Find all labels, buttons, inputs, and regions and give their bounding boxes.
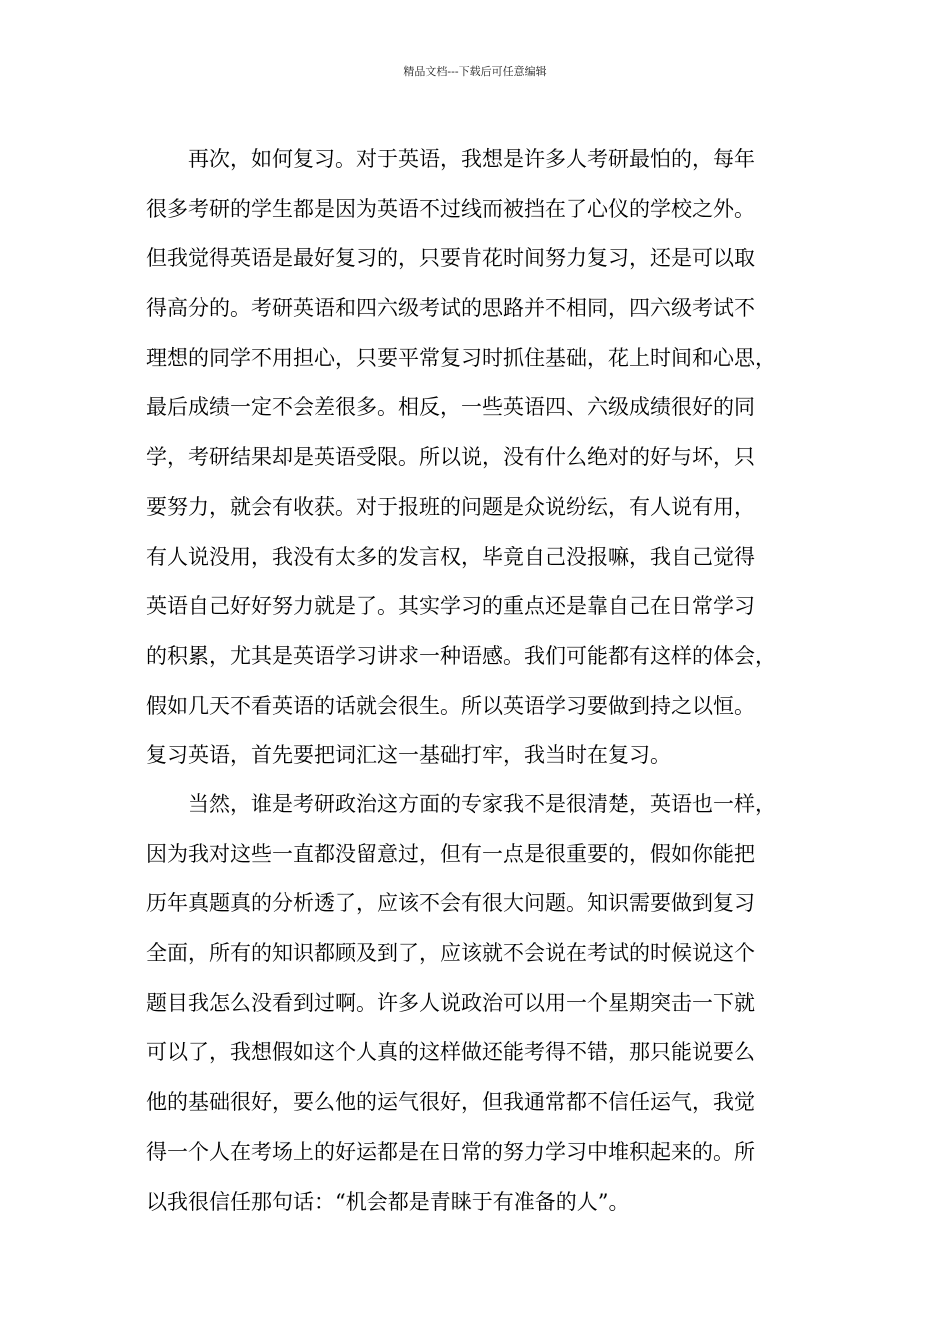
- text-line: 的积累，尤其是英语学习讲求一种语感。我们可能都有这样的体会，: [146, 643, 776, 668]
- text-line: 最后成绩一定不会差很多。相反，一些英语四、六级成绩很好的同: [146, 395, 755, 420]
- text-line: 很多考研的学生都是因为英语不过线而被挡在了心仪的学校之外。: [146, 196, 755, 221]
- page-header: 精品文档---下载后可任意编辑: [403, 65, 547, 78]
- text-line: 题目我怎么没看到过啊。许多人说政治可以用一个星期突击一下就: [146, 990, 755, 1015]
- text-line: 复习英语，首先要把词汇这一基础打牢，我当时在复习。: [146, 743, 671, 768]
- text-line: 全面，所有的知识都顾及到了，应该就不会说在考试的时候说这个: [146, 941, 755, 966]
- text-line: 假如几天不看英语的话就会很生。所以英语学习要做到持之以恒。: [146, 693, 755, 718]
- text-line: 再次，如何复习。对于英语，我想是许多人考研最怕的，每年: [188, 147, 755, 171]
- text-line: 可以了，我想假如这个人真的这样做还能考得不错，那只能说要么: [146, 1040, 755, 1065]
- text-line: 要努力，就会有收获。对于报班的问题是众说纷纭，有人说有用，: [146, 494, 755, 519]
- text-line: 当然，谁是考研政治这方面的专家我不是很清楚，英语也一样，: [188, 792, 776, 816]
- text-line: 有人说没用，我没有太多的发言权，毕竟自己没报嘛，我自己觉得: [146, 544, 755, 569]
- text-line: 学，考研结果却是英语受限。所以说，没有什么绝对的好与坏，只: [146, 445, 755, 470]
- text-line: 但我觉得英语是最好复习的，只要肯花时间努力复习，还是可以取: [146, 246, 755, 271]
- text-line: 以我很信任那句话：“机会都是青睐于有准备的人”。: [146, 1189, 630, 1214]
- paragraph-english-review: [146, 135, 826, 781]
- paragraph-politics-review: [146, 780, 826, 1227]
- text-line: 历年真题真的分析透了，应该不会有很大问题。知识需要做到复习: [146, 891, 755, 916]
- text-line: 得一个人在考场上的好运都是在日常的努力学习中堆积起来的。所: [146, 1139, 755, 1164]
- text-line: 理想的同学不用担心，只要平常复习时抓住基础，花上时间和心思，: [146, 345, 776, 370]
- text-line: 他的基础很好，要么他的运气很好，但我通常都不信任运气，我觉: [146, 1090, 755, 1115]
- text-line: 因为我对这些一直都没留意过，但有一点是很重要的，假如你能把: [146, 841, 755, 866]
- text-line: 英语自己好好努力就是了。其实学习的重点还是靠自己在日常学习: [146, 594, 755, 619]
- text-line: 得高分的。考研英语和四六级考试的思路并不相同，四六级考试不: [146, 296, 755, 321]
